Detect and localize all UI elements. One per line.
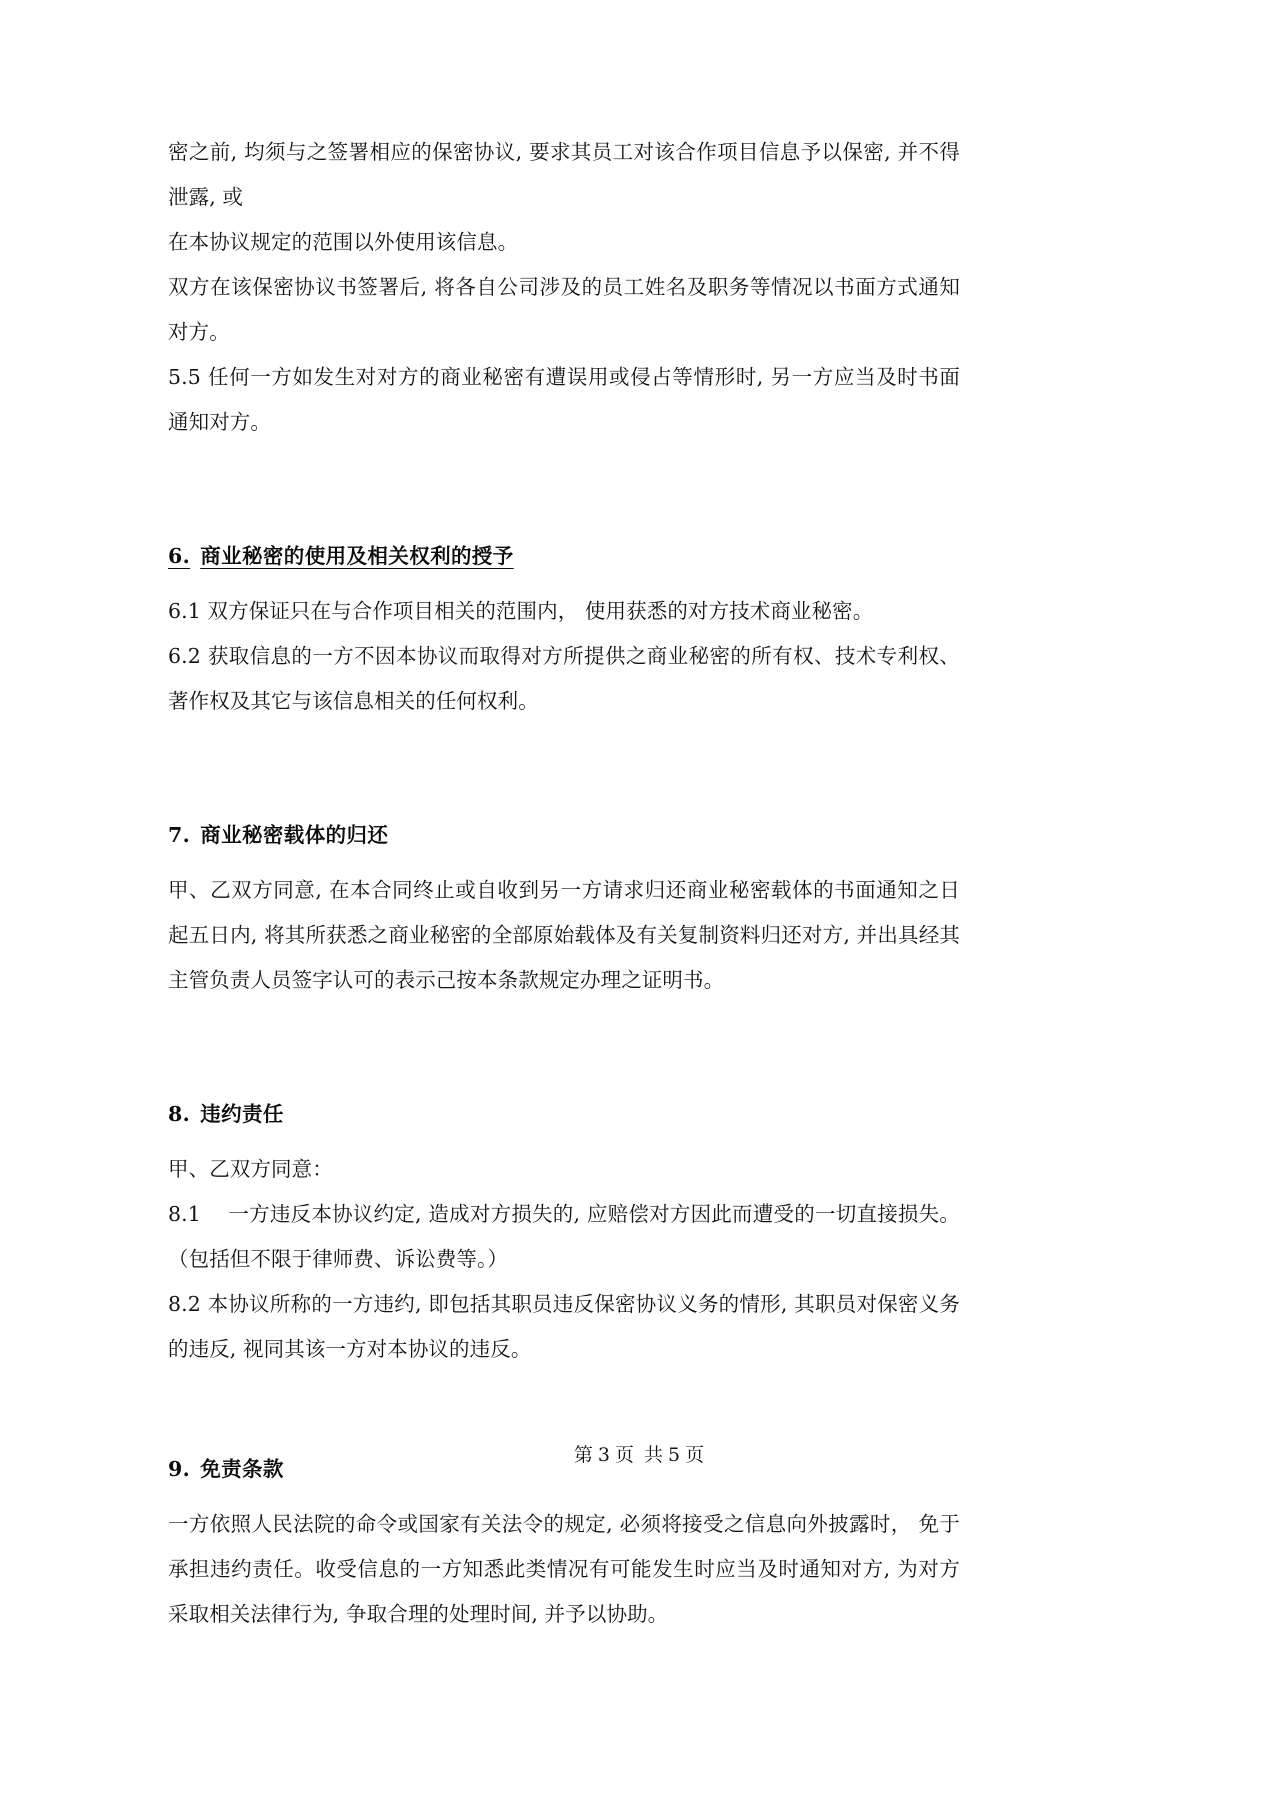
page-footer: [0, 1440, 1280, 1467]
section-7-heading-gap: [168, 852, 960, 868]
continuation-line-2: 在本协议规定的范围以外使用该信息。: [168, 230, 519, 254]
clause-9-body: 一方依照人民法院的命令或国家有关法令的规定, 必须将接受之信息向外披露时， 免于承担违约责任。收受信息的一方知悉此类情况有可能发生时应当及时通知对方, 为对方采取相关法律行为, 争取合理的处理时间, 并予以协助。: [168, 1512, 960, 1626]
clause-5-5-text: 5.5 任何一方如发生对对方的商业秘密有遭误用或侵占等情形时, 另一方应当及时书面通知对方。: [168, 365, 960, 434]
clause-8-intro: 甲、乙双方同意：: [168, 1157, 333, 1181]
clause-5-5: [168, 355, 960, 445]
clause-6-1: 6.1 双方保证只在与合作项目相关的范围内， 使用获悉的对方技术商业秘密。: [168, 599, 874, 623]
footer-prefix: 第: [573, 1444, 595, 1466]
section-9-heading-gap: [168, 1486, 960, 1502]
footer-middle: 页 共: [614, 1444, 666, 1466]
section-9-number: 9.: [168, 1457, 191, 1481]
section-gap-7: [168, 724, 960, 818]
section-7-title: 商业秘密载体的归还: [200, 823, 389, 847]
section-6-heading: [168, 539, 960, 573]
clause-7-body: 甲、乙双方同意, 在本合同终止或自收到另一方请求归还商业秘密载体的书面通知之日起五日内, 将其所获悉之商业秘密的全部原始载体及有关复制资料归还对方, 并出具经其主管负责人员签字认可的表示己按本条款规定办理之证明书。: [168, 878, 960, 992]
section-8-heading: [168, 1097, 960, 1131]
clause-8-2: 8.2 本协议所称的一方违约, 即包括其职员违反保密协议义务的情形, 其职员对保密义务的违反, 视同其该一方对本协议的违反。: [168, 1292, 960, 1361]
section-6-number: 6.: [168, 544, 191, 568]
footer-total-pages: 5: [668, 1444, 683, 1466]
section-8: [168, 1097, 960, 1372]
section-8-title: 违约责任: [200, 1102, 284, 1126]
paragraph-notify: 双方在该保密协议书签署后, 将各自公司涉及的员工姓名及职务等情况以书面方式通知对方。: [168, 275, 960, 344]
footer-current-page: 3: [597, 1444, 612, 1466]
section-6: [168, 539, 960, 724]
notify-paragraph: [168, 265, 960, 355]
continuation-paragraph: [168, 130, 960, 265]
section-8-number: 8.: [168, 1102, 191, 1126]
section-8-heading-gap: [168, 1131, 960, 1147]
clause-6-2: 6.2 获取信息的一方不因本协议而取得对方所提供之商业秘密的所有权、技术专利权、著作权及其它与该信息相关的任何权利。: [168, 644, 960, 713]
section-7: [168, 818, 960, 1003]
clause-8-1: 8.1 一方违反本协议约定, 造成对方损失的, 应赔偿对方因此而遭受的一切直接损失。（包括但不限于律师费、诉讼费等。）: [168, 1202, 960, 1271]
section-gap-6: [168, 445, 960, 539]
section-gap-8: [168, 1003, 960, 1097]
section-7-heading: [168, 818, 960, 852]
section-7-number: 7.: [168, 823, 191, 847]
section-9-title: 免责条款: [200, 1457, 284, 1481]
footer-suffix: 页: [685, 1444, 707, 1466]
section-6-heading-gap: [168, 573, 960, 589]
continuation-line-1: 密之前, 均须与之签署相应的保密协议, 要求其员工对该合作项目信息予以保密, 并不得泄露, 或: [168, 140, 960, 209]
section-6-title: 商业秘密的使用及相关权利的授予: [200, 544, 514, 568]
page-content: [168, 130, 960, 1637]
section-9: [168, 1452, 960, 1637]
